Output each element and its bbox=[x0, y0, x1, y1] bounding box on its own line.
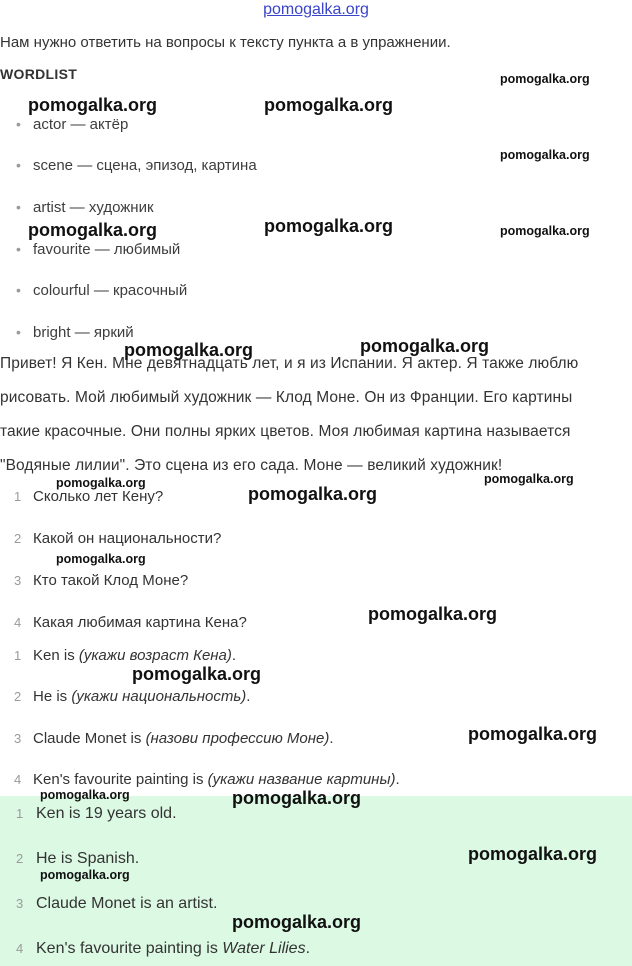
answer-text: Ken's favourite painting is bbox=[36, 940, 223, 957]
watermark: pomogalka.org bbox=[40, 788, 130, 802]
prompt-text: He is bbox=[33, 688, 72, 705]
item-number: 2 bbox=[14, 531, 22, 546]
watermark: pomogalka.org bbox=[264, 216, 394, 236]
item-number: 3 bbox=[14, 731, 22, 746]
watermark: pomogalka.org bbox=[500, 224, 590, 238]
prompt-text: Ken is bbox=[33, 647, 79, 664]
prompt-item bbox=[14, 730, 334, 747]
wordlist-item-text: artist — художник bbox=[33, 199, 154, 216]
watermark: pomogalka.org bbox=[500, 72, 590, 86]
story-line: "Водяные лилии". Это сцена из его сада. Моне — великий художник! bbox=[0, 457, 503, 474]
prompt-text: Claude Monet is bbox=[33, 730, 146, 747]
watermark: pomogalka.org bbox=[28, 95, 158, 115]
answer-text: Ken is 19 years old. bbox=[36, 805, 177, 822]
watermark: pomogalka.org bbox=[40, 868, 130, 882]
prompt-hint: (назови профессию Моне) bbox=[145, 730, 330, 747]
wordlist-title: WORDLIST bbox=[0, 66, 78, 82]
wordlist-item-text: bright — яркий bbox=[33, 324, 134, 341]
watermark: pomogalka.org bbox=[368, 604, 498, 624]
item-number: 1 bbox=[14, 648, 22, 663]
answer-emphasis: Water Lilies bbox=[222, 940, 306, 957]
wordlist-item-text: actor — актёр bbox=[33, 116, 129, 133]
watermark: pomogalka.org bbox=[132, 664, 262, 684]
watermark: pomogalka.org bbox=[248, 484, 378, 504]
prompt-text: Ken's favourite painting is bbox=[33, 771, 208, 788]
question-text: Сколько лет Кену? bbox=[33, 488, 164, 505]
watermark: pomogalka.org bbox=[264, 95, 394, 115]
bullet-icon: • bbox=[16, 199, 21, 215]
bullet-icon: • bbox=[16, 324, 21, 340]
watermark: pomogalka.org bbox=[56, 476, 146, 490]
question-text: Какая любимая картина Кена? bbox=[33, 614, 247, 631]
answer-end: . bbox=[305, 940, 311, 957]
answer-item bbox=[16, 850, 139, 868]
watermark: pomogalka.org bbox=[28, 220, 158, 240]
wordlist-item bbox=[16, 241, 180, 258]
item-number: 1 bbox=[16, 806, 24, 821]
answer-item bbox=[16, 940, 310, 958]
story-line: Привет! Я Кен. Мне девятнадцать лет, и я из Испании. Я актер. Я также люблю bbox=[0, 355, 579, 372]
watermark: pomogalka.org bbox=[56, 552, 146, 566]
intro-text: Нам нужно ответить на вопросы к тексту пункта a в упражнении. bbox=[0, 34, 451, 51]
item-number: 4 bbox=[16, 941, 24, 956]
watermark: pomogalka.org bbox=[232, 788, 362, 808]
item-number: 2 bbox=[14, 689, 22, 704]
question-item bbox=[14, 530, 221, 547]
wordlist-item bbox=[16, 199, 154, 216]
answer-item bbox=[16, 895, 217, 913]
bullet-icon: • bbox=[16, 241, 21, 257]
bullet-icon: • bbox=[16, 157, 21, 173]
wordlist-item bbox=[16, 324, 134, 341]
question-text: Какой он национальности? bbox=[33, 530, 222, 547]
site-link[interactable]: pomogalka.org bbox=[263, 1, 369, 18]
prompt-item bbox=[14, 647, 236, 664]
watermark: pomogalka.org bbox=[484, 472, 574, 486]
item-number: 1 bbox=[14, 489, 22, 504]
answer-item bbox=[16, 805, 177, 823]
story-line: такие красочные. Они полны ярких цветов. Моя любимая картина называется bbox=[0, 423, 571, 440]
prompt-hint: (укажи название картины) bbox=[207, 771, 396, 788]
watermark: pomogalka.org bbox=[232, 912, 362, 932]
item-number: 4 bbox=[14, 772, 22, 787]
watermark: pomogalka.org bbox=[468, 844, 598, 864]
bullet-icon: • bbox=[16, 282, 21, 298]
prompt-end: . bbox=[395, 771, 400, 788]
item-number: 4 bbox=[14, 615, 22, 630]
question-item bbox=[14, 572, 188, 589]
item-number: 3 bbox=[16, 896, 24, 911]
story-line: рисовать. Мой любимый художник — Клод Моне. Он из Франции. Его картины bbox=[0, 389, 573, 406]
watermark: pomogalka.org bbox=[360, 336, 490, 356]
watermark: pomogalka.org bbox=[124, 340, 254, 360]
bullet-icon: • bbox=[16, 116, 21, 132]
answer-text: Claude Monet is an artist. bbox=[36, 895, 218, 912]
question-item bbox=[14, 488, 163, 505]
watermark: pomogalka.org bbox=[500, 148, 590, 162]
prompt-end: . bbox=[231, 647, 237, 664]
wordlist-item-text: scene — сцена, эпизод, картина bbox=[33, 157, 257, 174]
prompt-end: . bbox=[329, 730, 334, 747]
watermark: pomogalka.org bbox=[468, 724, 598, 744]
prompt-item bbox=[14, 688, 250, 705]
wordlist-item-text: colourful — красочный bbox=[33, 282, 188, 299]
prompt-hint: (укажи возраст Кена) bbox=[78, 647, 232, 664]
prompt-hint: (укажи национальность) bbox=[71, 688, 247, 705]
answer-text: He is Spanish. bbox=[36, 850, 140, 867]
item-number: 3 bbox=[14, 573, 22, 588]
wordlist-item bbox=[16, 116, 128, 133]
question-text: Кто такой Клод Моне? bbox=[33, 572, 189, 589]
question-item bbox=[14, 614, 247, 631]
wordlist-item bbox=[16, 282, 187, 299]
prompt-end: . bbox=[246, 688, 251, 705]
wordlist-item-text: favourite — любимый bbox=[33, 241, 181, 258]
wordlist-item bbox=[16, 157, 257, 174]
item-number: 2 bbox=[16, 851, 24, 866]
prompt-item bbox=[14, 771, 400, 788]
